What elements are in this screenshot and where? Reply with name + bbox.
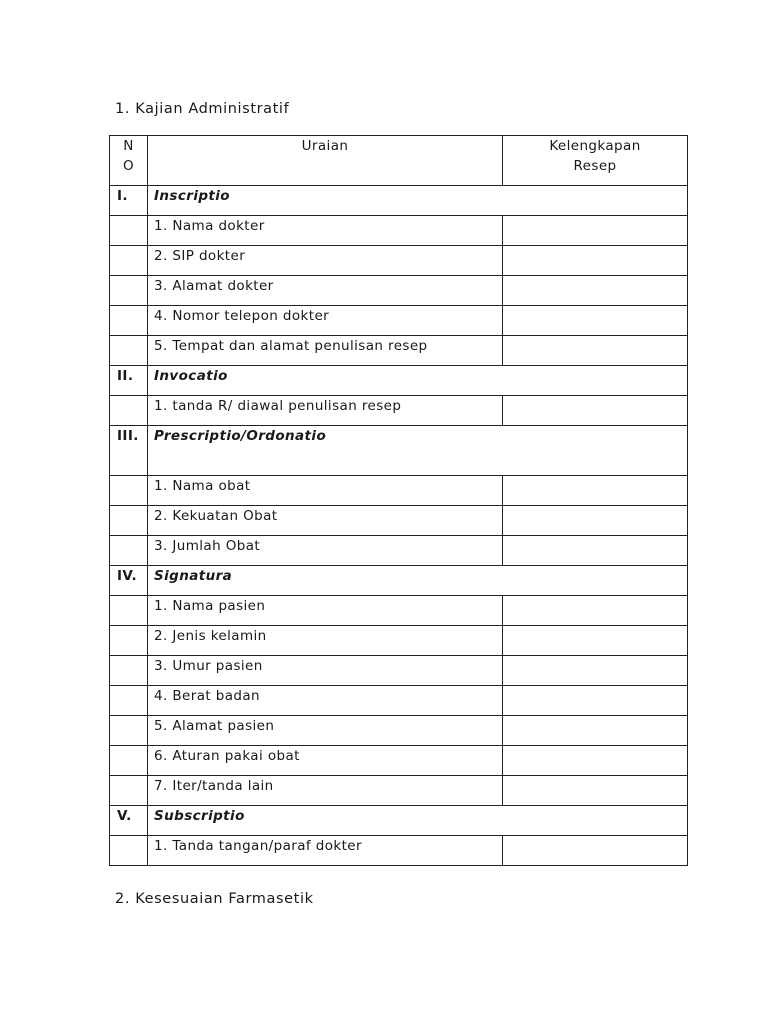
table-row xyxy=(110,276,688,306)
table-row xyxy=(110,396,688,426)
header-no-line1: N xyxy=(123,138,134,154)
row-description: 1. Nama obat xyxy=(148,476,503,506)
row-number-cell xyxy=(110,686,148,716)
section-number: II. xyxy=(110,366,148,396)
row-number-cell xyxy=(110,536,148,566)
row-description: 3. Alamat dokter xyxy=(148,276,503,306)
row-description: 1. Nama dokter xyxy=(148,216,503,246)
kelengkapan-check-cell xyxy=(503,836,688,866)
row-number-cell xyxy=(110,596,148,626)
section-title: Signatura xyxy=(148,566,688,596)
table-row xyxy=(110,246,688,276)
table-row xyxy=(110,626,688,656)
kelengkapan-check-cell xyxy=(503,746,688,776)
row-description: 2. SIP dokter xyxy=(148,246,503,276)
section-row xyxy=(110,806,688,836)
section-row xyxy=(110,366,688,396)
kelengkapan-check-cell xyxy=(503,686,688,716)
header-kelengkapan-line2: Resep xyxy=(573,158,617,174)
table-header-row xyxy=(110,136,688,186)
kelengkapan-check-cell xyxy=(503,656,688,686)
section-title: Prescriptio/Ordonatio xyxy=(148,426,688,476)
header-uraian: Uraian xyxy=(148,136,503,186)
row-description: 5. Tempat dan alamat penulisan resep xyxy=(148,336,503,366)
kelengkapan-check-cell xyxy=(503,776,688,806)
row-number-cell xyxy=(110,276,148,306)
kelengkapan-check-cell xyxy=(503,396,688,426)
section-title: Invocatio xyxy=(148,366,688,396)
row-description: 7. Iter/tanda lain xyxy=(148,776,503,806)
row-number-cell xyxy=(110,216,148,246)
row-number-cell xyxy=(110,746,148,776)
row-number-cell xyxy=(110,716,148,746)
row-description: 6. Aturan pakai obat xyxy=(148,746,503,776)
row-number-cell xyxy=(110,626,148,656)
table-row xyxy=(110,716,688,746)
header-kelengkapan xyxy=(503,136,688,186)
row-description: 3. Umur pasien xyxy=(148,656,503,686)
section-heading-kesesuaian-farmasetik: 2. Kesesuaian Farmasetik xyxy=(115,891,314,907)
kelengkapan-check-cell xyxy=(503,476,688,506)
row-description: 1. Tanda tangan/paraf dokter xyxy=(148,836,503,866)
row-number-cell xyxy=(110,336,148,366)
row-description: 1. tanda R/ diawal penulisan resep xyxy=(148,396,503,426)
section-title: Subscriptio xyxy=(148,806,688,836)
section-number: III. xyxy=(110,426,148,476)
section-number: V. xyxy=(110,806,148,836)
row-number-cell xyxy=(110,656,148,686)
row-number-cell xyxy=(110,476,148,506)
table-row xyxy=(110,336,688,366)
kelengkapan-check-cell xyxy=(503,506,688,536)
table-row xyxy=(110,506,688,536)
table-row xyxy=(110,306,688,336)
kelengkapan-check-cell xyxy=(503,306,688,336)
section-row xyxy=(110,186,688,216)
header-kelengkapan-line1: Kelengkapan xyxy=(549,138,641,154)
header-no-line2: O xyxy=(122,158,135,174)
row-number-cell xyxy=(110,506,148,536)
row-description: 4. Nomor telepon dokter xyxy=(148,306,503,336)
table-row xyxy=(110,746,688,776)
administrative-review-table xyxy=(109,135,688,866)
kelengkapan-check-cell xyxy=(503,336,688,366)
row-number-cell xyxy=(110,836,148,866)
section-heading-kajian-administratif: 1. Kajian Administratif xyxy=(115,101,290,117)
section-number: I. xyxy=(110,186,148,216)
table-row xyxy=(110,776,688,806)
row-number-cell xyxy=(110,776,148,806)
row-description: 1. Nama pasien xyxy=(148,596,503,626)
row-description: 3. Jumlah Obat xyxy=(148,536,503,566)
kelengkapan-check-cell xyxy=(503,596,688,626)
row-description: 5. Alamat pasien xyxy=(148,716,503,746)
table-row xyxy=(110,216,688,246)
header-no xyxy=(110,136,148,186)
row-number-cell xyxy=(110,396,148,426)
section-row xyxy=(110,566,688,596)
kelengkapan-check-cell xyxy=(503,716,688,746)
table-row xyxy=(110,656,688,686)
table-row xyxy=(110,536,688,566)
table-row xyxy=(110,476,688,506)
row-description: 4. Berat badan xyxy=(148,686,503,716)
table-row xyxy=(110,596,688,626)
row-description: 2. Jenis kelamin xyxy=(148,626,503,656)
row-number-cell xyxy=(110,306,148,336)
table-row xyxy=(110,836,688,866)
table-row xyxy=(110,686,688,716)
section-row xyxy=(110,426,688,476)
kelengkapan-check-cell xyxy=(503,536,688,566)
section-title: Inscriptio xyxy=(148,186,688,216)
row-number-cell xyxy=(110,246,148,276)
row-description: 2. Kekuatan Obat xyxy=(148,506,503,536)
kelengkapan-check-cell xyxy=(503,216,688,246)
kelengkapan-check-cell xyxy=(503,246,688,276)
kelengkapan-check-cell xyxy=(503,276,688,306)
kelengkapan-check-cell xyxy=(503,626,688,656)
section-number: IV. xyxy=(110,566,148,596)
